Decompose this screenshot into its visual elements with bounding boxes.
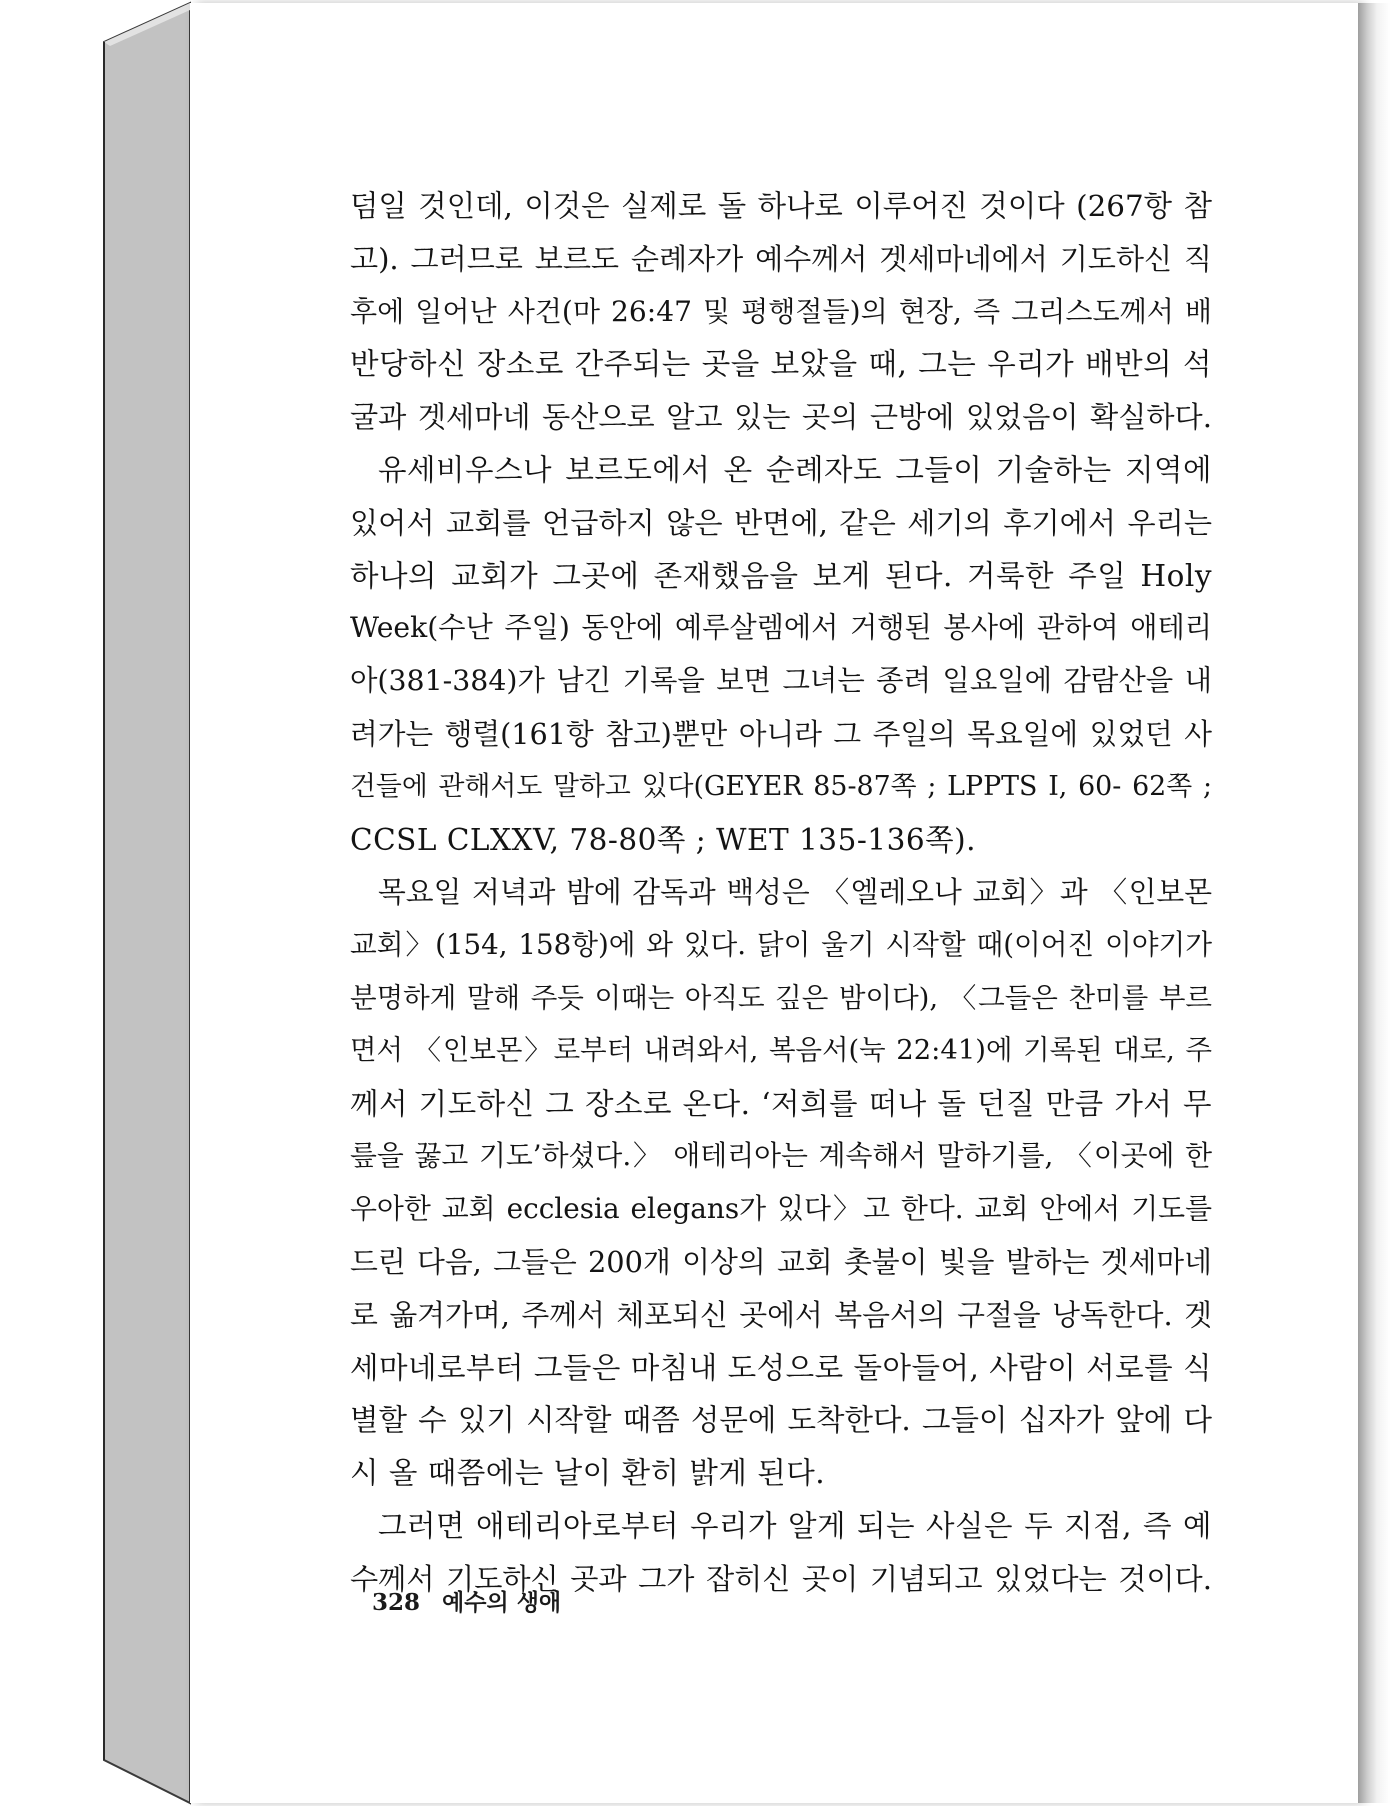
text-line: 교회〉(154, 158항)에 와 있다. 닭이 울기 시작할 때(이어진 이야기가 — [350, 928, 1212, 962]
text-line: 건들에 관해서도 말하고 있다(GEYER 85-87쪽 ; LPPTS I, 60- 62쪽 ; — [350, 770, 1212, 802]
text-line: 반당하신 장소로 간주되는 곳을 보았을 때, 그는 우리가 배반의 석 — [350, 347, 1212, 382]
text-line: 있어서 교회를 언급하지 않은 반면에, 같은 세기의 후기에서 우리는 — [350, 505, 1212, 540]
text-line: 우아한 교회 ecclesia elegans가 있다〉고 한다. 교회 안에서 기도를 — [350, 1192, 1212, 1226]
text-line: 시 올 때쯤에는 날이 환히 밝게 된다. — [350, 1456, 826, 1491]
text-line: 려가는 행렬(161항 참고)뿐만 아니라 그 주일의 목요일에 있었던 사 — [350, 716, 1212, 751]
page-footer — [372, 1584, 561, 1617]
text-line: 분명하게 말해 주듯 이때는 아직도 깊은 밤이다), 〈그들은 찬미를 부르 — [350, 981, 1212, 1014]
text-line: 별할 수 있기 시작할 때쯤 성문에 도착한다. 그들이 십자가 앞에 다 — [350, 1403, 1212, 1438]
text-line: 께서 기도하신 그 장소로 온다. ‘저희를 떠나 돌 던질 만큼 가서 무 — [350, 1086, 1212, 1121]
text-line: 덤일 것인데, 이것은 실제로 돌 하나로 이루어진 것이다 (267항 참 — [350, 189, 1212, 223]
text-line: 그러면 애테리아로부터 우리가 알게 되는 사실은 두 지점, 즉 예 — [378, 1508, 1212, 1543]
text-line: 아(381-384)가 남긴 기록을 보면 그녀는 종려 일요일에 감람산을 내 — [350, 664, 1212, 698]
text-line: 하나의 교회가 그곳에 존재했음을 보게 된다. 거룩한 주일 Holy — [350, 558, 1212, 593]
text-line: 수께서 기도하신 곳과 그가 잡히신 곳이 기념되고 있었다는 것이다. — [350, 1561, 1212, 1596]
text-line: Week(수난 주일) 동안에 예루살렘에서 거행된 봉사에 관하여 애테리 — [350, 611, 1212, 645]
book-title: 예수의 생애 — [442, 1589, 562, 1616]
text-line: CCSL CLXXV, 78-80쪽 ; WET 135-136쪽). — [350, 822, 976, 857]
text-line: 면서 〈인보몬〉로부터 내려와서, 복음서(눅 22:41)에 기록된 대로, 주 — [350, 1034, 1212, 1066]
text-line: 세마네로부터 그들은 마침내 도성으로 돌아들어, 사람이 서로를 식 — [350, 1350, 1212, 1385]
page-body-text — [350, 180, 1212, 1606]
page-number: 328 — [372, 1589, 421, 1616]
text-line: 릎을 꿇고 기도’하셨다.〉 애테리아는 계속해서 말하기를, 〈이곳에 한 — [350, 1139, 1212, 1173]
text-line: 목요일 저녁과 밤에 감독과 백성은 〈엘레오나 교회〉과 〈인보몬 — [378, 875, 1212, 910]
text-line: 드린 다음, 그들은 200개 이상의 교회 촛불이 빛을 발하는 겟세마네 — [350, 1244, 1212, 1279]
text-line: 굴과 겟세마네 동산으로 알고 있는 곳의 근방에 있었음이 확실하다. — [350, 400, 1212, 435]
text-line: 후에 일어난 사건(마 26:47 및 평행절들)의 현장, 즉 그리스도께서 배 — [350, 294, 1212, 328]
page-edge-shadow — [1358, 3, 1390, 1803]
text-line: 고). 그러므로 보르도 순례자가 예수께서 겟세마네에서 기도하신 직 — [350, 241, 1212, 276]
text-line: 유세비우스나 보르도에서 온 순례자도 그들이 기술하는 지역에 — [378, 452, 1212, 487]
text-line: 로 옮겨가며, 주께서 체포되신 곳에서 복음서의 구절을 낭독한다. 겟 — [350, 1297, 1212, 1332]
